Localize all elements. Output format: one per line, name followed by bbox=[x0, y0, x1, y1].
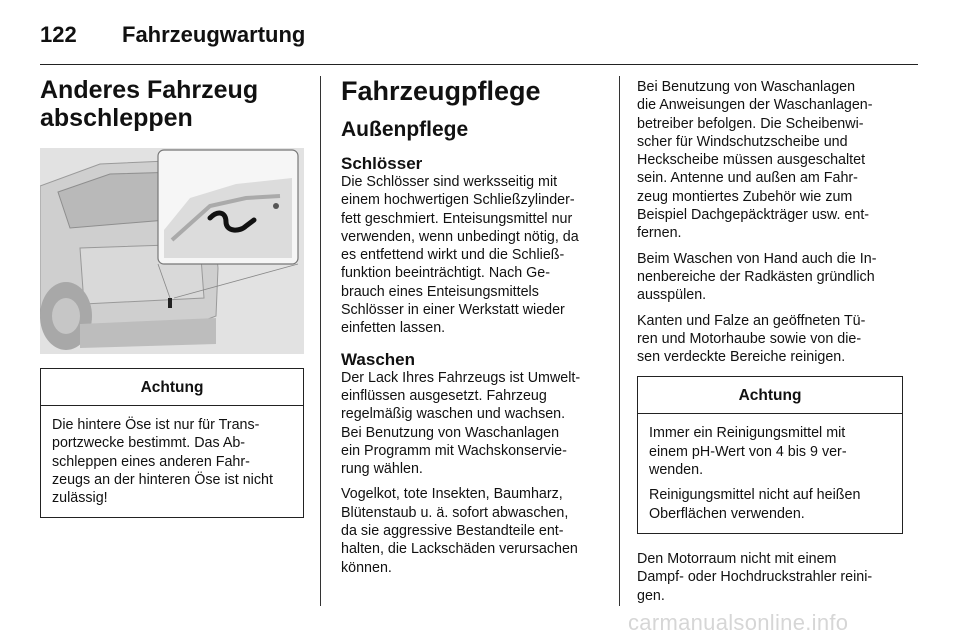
warning-title: Achtung bbox=[41, 369, 303, 406]
column-left bbox=[40, 76, 304, 518]
text-line: regelmäßig waschen und wachsen. bbox=[341, 406, 566, 423]
text-line: ein Programm mit Wachskonservie- bbox=[341, 442, 567, 459]
text-line: zeug montiertes Zubehör wie zum bbox=[637, 188, 853, 205]
text-line: funktion beeinträchtigt. Nach Ge- bbox=[341, 265, 551, 282]
column-middle bbox=[341, 76, 603, 577]
text-line: da sie aggressive Bestandteile ent- bbox=[341, 523, 564, 540]
section-heading bbox=[40, 76, 304, 132]
text-line: Beim Waschen von Hand auch die In- bbox=[637, 250, 877, 267]
text-line: Blütenstaub u. ä. sofort abwaschen, bbox=[341, 504, 569, 521]
text-line: Kanten und Falze an geöffneten Tü- bbox=[637, 312, 866, 329]
rear-tow-eye-illustration bbox=[40, 148, 304, 354]
text-line: Oberflächen verwenden. bbox=[649, 505, 805, 522]
body-paragraph bbox=[637, 312, 903, 367]
text-line: betreiber befolgen. Die Scheibenwi- bbox=[637, 115, 864, 132]
text-line: Schlösser in einer Werkstatt wieder bbox=[341, 302, 565, 319]
page-number: 122 bbox=[40, 22, 77, 47]
subheading-locks: Schlösser bbox=[341, 154, 423, 173]
text-line: einem hochwertigen Schließzylinder- bbox=[341, 192, 575, 209]
subheading-wash: Waschen bbox=[341, 349, 416, 369]
text-line: Der Lack Ihres Fahrzeugs ist Umwelt- bbox=[341, 369, 581, 386]
text-line: können. bbox=[341, 559, 392, 576]
watermark: carmanualsonline.info bbox=[628, 610, 849, 635]
text-line: Bei Benutzung von Waschanlagen bbox=[637, 79, 856, 95]
text-line: schleppen eines anderen Fahr- bbox=[52, 453, 250, 470]
wash-paragraph bbox=[341, 485, 603, 576]
text-line: Immer ein Reinigungsmittel mit bbox=[649, 425, 846, 442]
text-line: portzwecke bestimmt. Das Ab- bbox=[52, 435, 246, 452]
text-line: es entfettend wirkt und die Schließ- bbox=[341, 247, 565, 264]
text-line: nenbereiche der Radkästen gründlich bbox=[637, 268, 875, 285]
text-line: Vogelkot, tote Insekten, Baumharz, bbox=[341, 486, 563, 503]
subsection-heading: Außenpflege bbox=[341, 118, 469, 141]
locks-paragraph bbox=[341, 173, 603, 338]
warning-box bbox=[637, 376, 903, 533]
text-line: halten, die Lackschäden verursachen bbox=[341, 541, 578, 558]
text-line: rung wählen. bbox=[341, 461, 423, 478]
heading-line: abschleppen bbox=[40, 104, 193, 132]
warning-box bbox=[40, 368, 304, 518]
text-line: scher für Windschutzscheibe und bbox=[637, 133, 848, 150]
page-header bbox=[40, 16, 918, 65]
text-line: die Anweisungen der Waschanlagen- bbox=[637, 97, 873, 114]
text-line: sen verdeckte Bereiche reinigen. bbox=[637, 349, 846, 366]
body-paragraph bbox=[637, 78, 903, 243]
text-line: Dampf- oder Hochdruckstrahler reini- bbox=[637, 569, 873, 586]
text-line: einfetten lassen. bbox=[341, 320, 446, 337]
warning-text bbox=[649, 424, 894, 479]
text-line: Reinigungsmittel nicht auf heißen bbox=[649, 487, 861, 504]
text-line: Beispiel Dachgepäckträger usw. ent- bbox=[637, 207, 870, 224]
text-line: sein. Antenne und außen am Fahr- bbox=[637, 170, 858, 187]
text-line: fernen. bbox=[637, 225, 682, 242]
text-line: einflüssen ausgesetzt. Fahrzeug bbox=[341, 387, 547, 404]
text-line: fett geschmiert. Enteisungsmittel nur bbox=[341, 210, 573, 227]
text-line: wenden. bbox=[649, 462, 704, 479]
text-line: zeugs an der hinteren Öse ist nicht bbox=[52, 471, 273, 488]
column-right bbox=[637, 78, 903, 605]
warning-text bbox=[52, 416, 295, 507]
text-line: verwenden, wenn unbedingt nötig, da bbox=[341, 228, 579, 245]
body-paragraph bbox=[637, 250, 903, 305]
warning-title: Achtung bbox=[638, 377, 902, 414]
text-line: einem pH-Wert von 4 bis 9 ver- bbox=[649, 443, 847, 460]
column-divider bbox=[320, 76, 321, 606]
warning-text bbox=[649, 486, 894, 523]
section-heading: Fahrzeugpflege bbox=[341, 76, 541, 106]
text-line: gen. bbox=[637, 587, 665, 604]
column-divider bbox=[619, 76, 620, 606]
text-line: Den Motorraum nicht mit einem bbox=[637, 550, 837, 567]
wash-paragraph bbox=[341, 369, 603, 479]
text-line: Heckscheibe müssen ausgeschaltet bbox=[637, 152, 866, 169]
text-line: zulässig! bbox=[52, 490, 108, 507]
text-line: brauch eines Enteisungsmittels bbox=[341, 283, 539, 300]
heading-line: Anderes Fahrzeug bbox=[40, 76, 259, 104]
body-paragraph bbox=[637, 550, 903, 605]
text-line: Die hintere Öse ist nur für Trans- bbox=[52, 417, 260, 433]
text-line: Bei Benutzung von Waschanlagen bbox=[341, 424, 560, 441]
text-line: Die Schlösser sind werksseitig mit bbox=[341, 174, 558, 190]
chapter-title: Fahrzeugwartung bbox=[122, 22, 306, 47]
text-line: ausspülen. bbox=[637, 287, 707, 304]
text-line: ren und Motorhaube sowie von die- bbox=[637, 330, 862, 347]
